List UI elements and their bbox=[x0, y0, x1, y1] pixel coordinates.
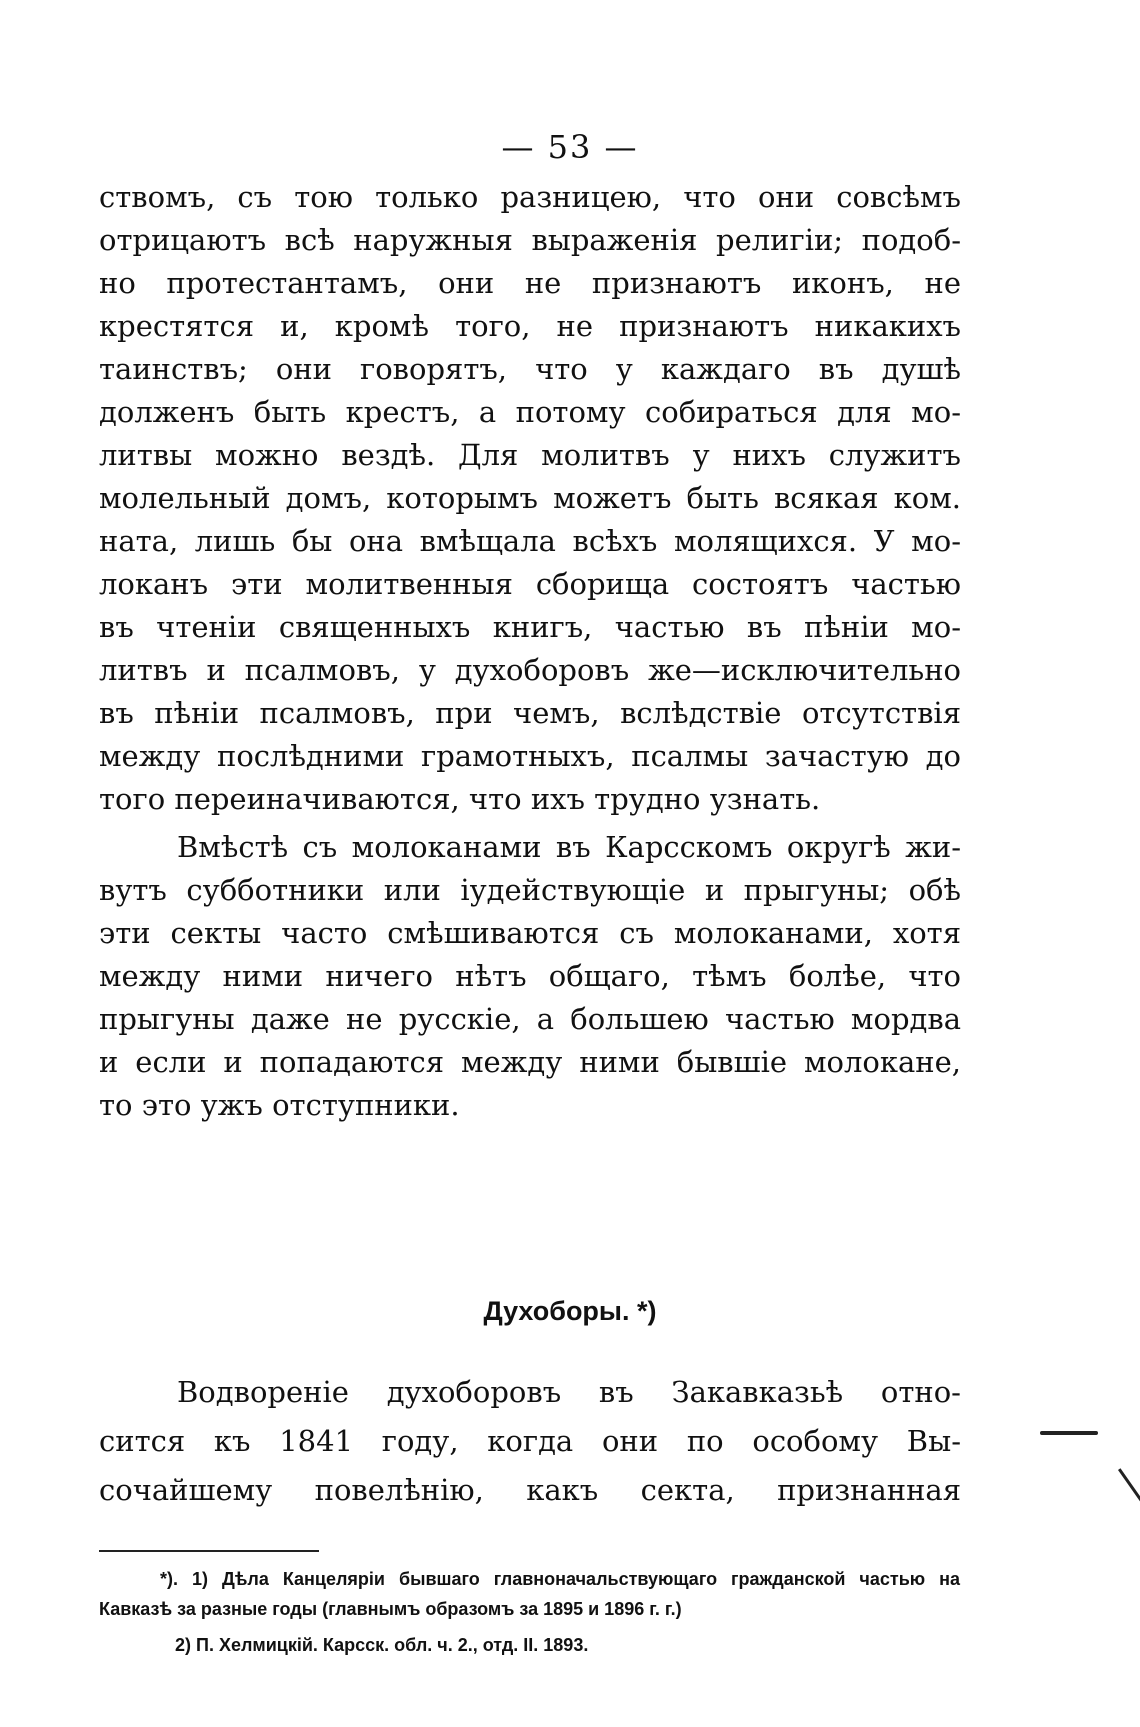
section-heading: Духоборы. *) bbox=[483, 1296, 657, 1326]
text-line: ната, лишь бы она вмѣщала всѣхъ молящихся. У мо- bbox=[99, 524, 961, 558]
footnote-line: 2) П. Хелмицкій. Карсск. обл. ч. 2., отд. II. 1893. bbox=[175, 1635, 589, 1655]
text-line: Водвореніе духоборовъ въ Закавказьѣ отно- bbox=[177, 1375, 961, 1409]
text-line: въ пѣніи псалмовъ, при чемъ, вслѣдствіе отсутствія bbox=[99, 696, 961, 730]
text-line: Вмѣстѣ съ молоканами въ Карсскомъ округѣ жи- bbox=[177, 830, 961, 864]
text-line: молельный домъ, которымъ можетъ быть всякая ком. bbox=[99, 481, 961, 515]
text-line: вутъ субботники или іудействующіе и прыгуны; обѣ bbox=[99, 873, 961, 907]
text-line: литвъ и псалмовъ, у духоборовъ же—исключительно bbox=[99, 653, 961, 687]
text-line: ствомъ, съ тою только разницею, что они совсѣмъ bbox=[99, 180, 961, 214]
text-line: сится къ 1841 году, когда они по особому Вы- bbox=[99, 1424, 961, 1458]
footnote-separator bbox=[99, 1550, 319, 1552]
text-line: таинствъ; они говорятъ, что у каждаго въ душѣ bbox=[99, 352, 961, 386]
scan-mark bbox=[1040, 1431, 1098, 1435]
text-line: локанъ эти молитвенныя сборища состоятъ частью bbox=[99, 567, 961, 601]
text-line: между послѣдними грамотныхъ, псалмы зачастую до bbox=[99, 739, 961, 773]
text-line: того переиначиваются, что ихъ трудно узнать. bbox=[99, 782, 821, 816]
text-line: сочайшему повелѣнію, какъ секта, признанная bbox=[99, 1473, 961, 1507]
text-line: отрицаютъ всѣ наружныя выраженія религіи; подоб- bbox=[99, 223, 961, 257]
text-line: крестятся и, кромѣ того, не признаютъ никакихъ bbox=[99, 309, 961, 343]
text-line: то это ужъ отступники. bbox=[99, 1088, 460, 1122]
footnote-line: Кавказѣ за разные годы (главнымъ образомъ за 1895 и 1896 г. г.) bbox=[99, 1599, 682, 1619]
text-line: прыгуны даже не русскіе, а большею частью мордва bbox=[99, 1002, 961, 1036]
text-line: эти секты часто смѣшиваются съ молоканами, хотя bbox=[99, 916, 961, 950]
text-line: долженъ быть крестъ, а потому собираться для мо- bbox=[99, 395, 961, 429]
footnote-line: *). 1) Дѣла Канцеляріи бывшаго главноначальствующаго гражданской частью на bbox=[160, 1569, 960, 1589]
text-line: литвы можно вездѣ. Для молитвъ у нихъ служитъ bbox=[99, 438, 961, 472]
text-line: и если и попадаются между ними бывшіе молокане, bbox=[99, 1045, 961, 1079]
text-line: но протестантамъ, они не признаютъ иконъ, не bbox=[99, 266, 961, 300]
text-line: между ними ничего нѣтъ общаго, тѣмъ болѣе, что bbox=[99, 959, 961, 993]
page-number: — 53 — bbox=[501, 128, 639, 166]
text-line: въ чтеніи священныхъ книгъ, частью въ пѣніи мо- bbox=[99, 610, 961, 644]
scan-mark bbox=[1118, 1468, 1140, 1519]
